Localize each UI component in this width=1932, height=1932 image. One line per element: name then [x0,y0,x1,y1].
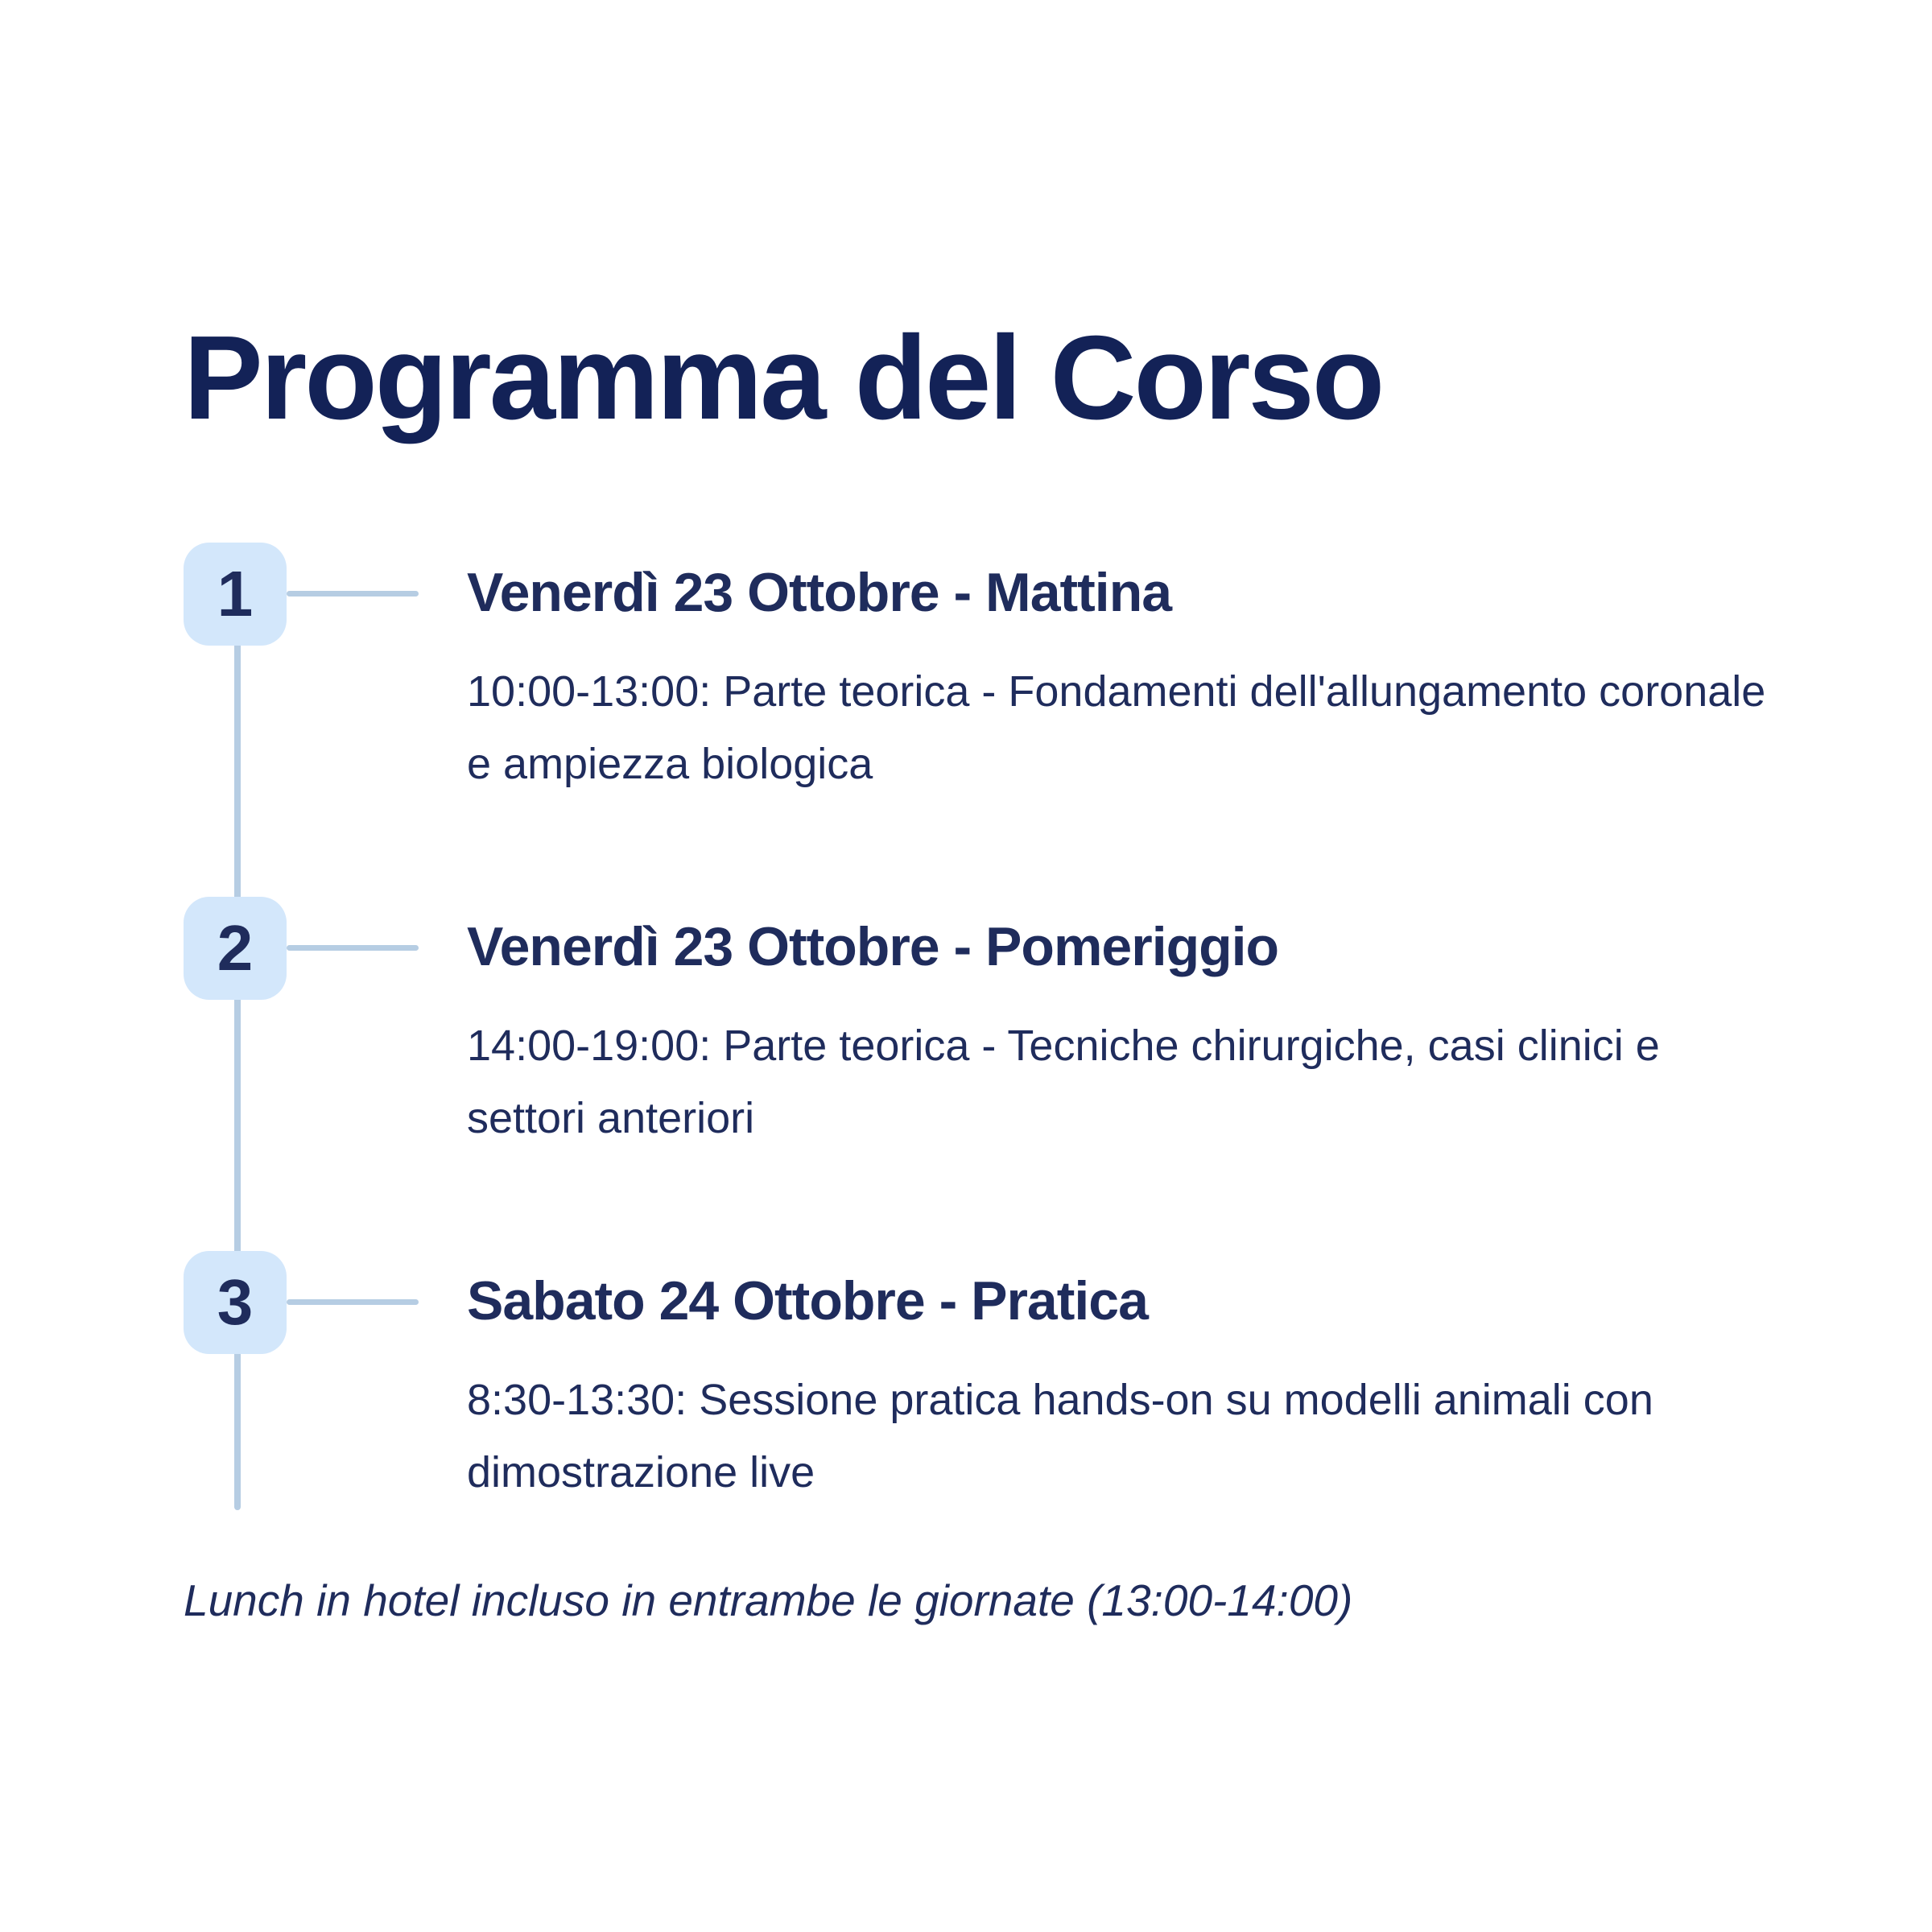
step-number-badge: 3 [184,1251,287,1354]
step-connector [287,1299,419,1305]
step-connector [287,591,419,597]
step-connector [287,945,419,951]
timeline-step-3 [0,1251,1932,1525]
timeline-step-1 [0,543,1932,816]
step-heading: Venerdì 23 Ottobre - Mattina [467,562,1172,623]
step-heading: Sabato 24 Ottobre - Pratica [467,1270,1148,1331]
page-title: Programma del Corso [184,312,1383,444]
step-description: 10:00-13:00: Parte teorica - Fondamenti dell'allungamento coronale e ampiezza biologica [467,667,1766,788]
timeline-step-2 [0,897,1932,1170]
step-description: 8:30-13:30: Sessione pratica hands-on su modelli animali con dimostrazione live [467,1376,1653,1496]
step-number-badge: 2 [184,897,287,1000]
step-description: 14:00-19:00: Parte teorica - Tecniche chirurgiche, casi clinici e settori anteriori [467,1022,1660,1142]
footnote: Lunch in hotel incluso in entrambe le giornate (13:00-14:00) [184,1575,1353,1625]
step-heading: Venerdì 23 Ottobre - Pomeriggio [467,916,1279,977]
step-number-badge: 1 [184,543,287,646]
